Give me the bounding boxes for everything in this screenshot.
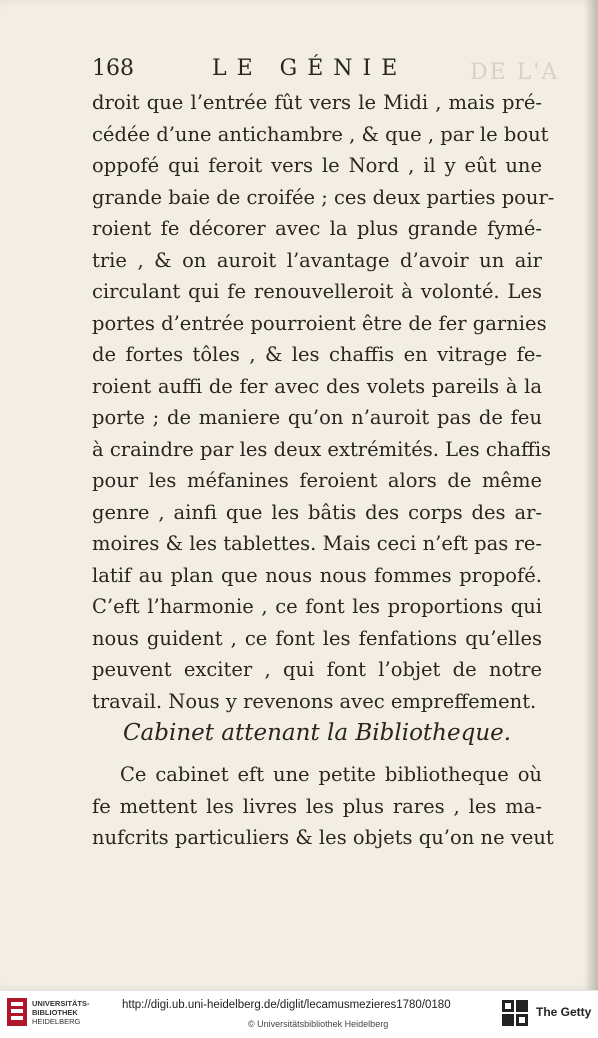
text-line: nous guident , ce font les fenfations qu’elles	[92, 626, 542, 650]
text-line: roient fe décorer avec la plus grande fymé-	[92, 217, 542, 240]
text-line: oppofé qui feroit vers le Nord , il y eût une	[92, 154, 542, 177]
text-line: droit que l’entrée fût vers le Midi , mais pré-	[92, 91, 542, 114]
show-through-text: DE L'A	[470, 60, 560, 85]
text-line: nufcrits particuliers & les objets qu’on ne veut	[92, 826, 554, 849]
text-line: C’eft l’harmonie , ce font les proportions qui	[92, 595, 542, 618]
text-line: cédée d’une antichambre , & que , par le bout	[92, 122, 549, 146]
text-line: porte ; de maniere qu’on n’auroit pas de feu	[92, 406, 542, 429]
running-head	[92, 56, 552, 86]
viewer-footer	[0, 990, 598, 1038]
text-line: fe mettent les livres les plus rares , les ma-	[92, 794, 542, 818]
text-line: trie , & on auroit l’avantage d’avoir un air	[92, 248, 542, 272]
university-seal-icon	[6, 997, 28, 1027]
text-line: grande baie de croifée ; ces deux parties pour-	[92, 185, 555, 209]
copyright-notice: © Universitätsbibliothek Heidelberg	[248, 1019, 389, 1029]
text-line: peuvent exciter , qui font l’objet de notre	[92, 658, 542, 681]
text-line: portes d’entrée pourroient être de fer garnies	[92, 311, 547, 335]
section-heading: Cabinet attenant la Bibliotheque.	[122, 720, 512, 746]
paragraph-1	[92, 87, 555, 717]
text-line: de fortes tôles , & les chaffis en vitrage fe-	[92, 343, 542, 366]
text-line: travail. Nous y revenons avec empreffement.	[92, 689, 537, 713]
text-line: circulant qui fe renouvelleroit à volonté. Les	[92, 280, 542, 303]
page-number: 168	[92, 56, 134, 81]
page-edge-shadow	[584, 0, 598, 990]
text-line: pour les méfanines feroient alors de même	[92, 469, 542, 492]
partner-name: The Getty	[536, 1005, 592, 1019]
text-line: à craindre par les deux extrémités. Les chaffis	[92, 437, 552, 461]
text-line: moires & les tablettes. Mais ceci n’eft pas re-	[92, 532, 542, 555]
getty-logo-icon	[502, 1000, 528, 1026]
library-name: UNIVERSITÄTS- BIBLIOTHEK HEIDELBERG	[32, 999, 90, 1026]
text-line: Ce cabinet eft une petite bibliotheque où	[120, 763, 542, 786]
running-head-title: LE GÉNIE	[212, 56, 408, 81]
paragraph-2	[92, 759, 554, 854]
text-line: genre , ainfi que les bâtis des corps des ar-	[92, 500, 542, 524]
permalink-url[interactable]: http://digi.ub.uni-heidelberg.de/diglit/lecamusmezieres1780/0180	[122, 999, 451, 1011]
text-line: latif au plan que nous nous fommes propofé.	[92, 563, 542, 587]
text-line: roient auffi de fer avec des volets pareils à la	[92, 374, 542, 398]
